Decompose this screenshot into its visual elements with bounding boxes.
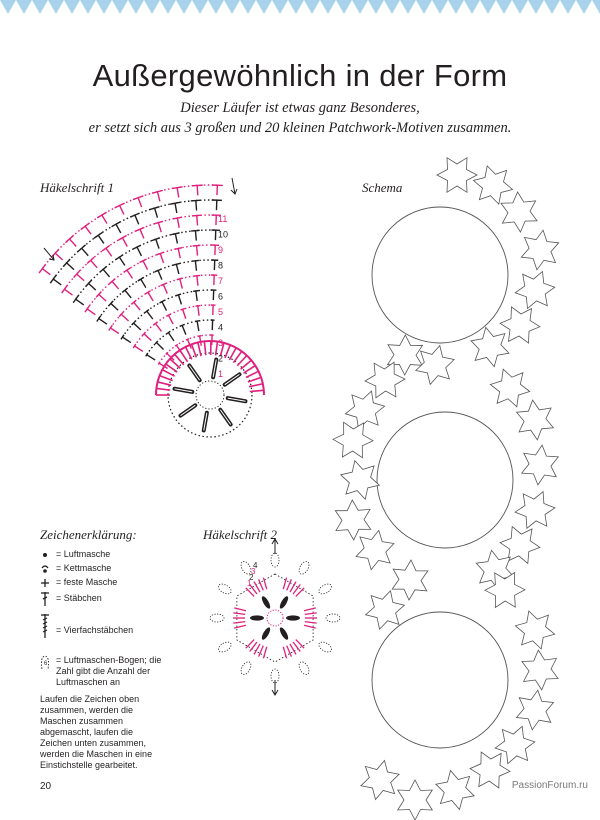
dot-icon <box>40 549 54 561</box>
row-number: 8 <box>218 261 223 271</box>
page-title: Außergewöhnlich in der Form <box>0 58 600 94</box>
small-motif <box>495 726 535 763</box>
small-motif <box>345 391 384 429</box>
row-number: 7 <box>218 276 223 286</box>
legend-item <box>40 591 210 613</box>
row-number: 2 <box>249 573 254 582</box>
legend-text: = Vierfachstäbchen <box>56 625 133 635</box>
legend-item <box>40 649 210 688</box>
chain-arc-icon <box>40 655 54 671</box>
small-motif <box>521 230 558 270</box>
legend-text: = Luftmaschen-Bogen; die Zahl gibt die Anzahl der Luftmaschen an <box>56 655 168 688</box>
small-motif <box>474 166 513 204</box>
small-motif <box>361 761 399 800</box>
page-subtitle-line1: Dieser Läufer ist etwas ganz Besonderes, <box>0 100 600 117</box>
slip-stitch-icon <box>40 563 54 575</box>
small-motif <box>437 158 477 193</box>
legend-text: = Stäbchen <box>56 593 102 603</box>
row-number: 10 <box>218 230 228 240</box>
small-motif <box>471 327 509 366</box>
large-motif <box>377 412 513 548</box>
small-motif <box>470 752 510 788</box>
row-number: 2 <box>218 354 223 364</box>
small-motif <box>398 780 433 820</box>
plus-icon <box>40 577 54 589</box>
row-number: 4 <box>253 561 258 570</box>
small-motif <box>436 771 474 810</box>
small-motif <box>522 650 558 690</box>
small-motif <box>490 369 529 407</box>
arrow-icon <box>44 248 54 260</box>
row-number: 5 <box>218 307 223 317</box>
symbol-legend <box>40 527 210 771</box>
small-motif <box>341 461 380 500</box>
watermark: PassionForum.ru <box>512 780 588 791</box>
crochet-chart-1 <box>30 180 350 460</box>
row-number: 1 <box>218 369 223 379</box>
row-number: 3 <box>218 338 223 348</box>
assembly-schema <box>335 140 565 820</box>
schema-label: Schema <box>362 180 402 196</box>
small-motif <box>515 272 555 309</box>
row-number: 3 <box>251 567 256 576</box>
small-motif <box>366 591 405 629</box>
small-motif <box>515 492 555 529</box>
small-motif <box>522 445 559 485</box>
legend-item <box>40 549 210 563</box>
small-motif <box>333 422 373 457</box>
legend-item <box>40 563 210 577</box>
small-motif <box>500 307 540 343</box>
small-motif <box>392 560 428 600</box>
large-motif <box>372 207 508 343</box>
page-subtitle-line2: er setzt sich aus 3 großen und 20 kleinen Patchwork-Motiven zusammen. <box>0 120 600 137</box>
row-number: 11 <box>218 214 227 224</box>
chart1-label: Häkelschrift 1 <box>40 180 114 196</box>
legend-item <box>40 613 210 649</box>
legend-item <box>40 577 210 591</box>
row-number: 9 <box>218 245 223 255</box>
small-motif <box>517 400 554 440</box>
small-motif <box>515 611 554 649</box>
page-number: 20 <box>40 781 51 792</box>
arrow-icon <box>231 178 237 194</box>
crochet-chart-2 <box>200 548 350 688</box>
small-motif <box>335 500 370 540</box>
legend-note: Laufen die Zeichen oben zusammen, werden die Maschen zusammen abgemascht, laufen die Zeichen unten zusammen, werden die Maschen in eine Einstichstelle gearbeitet. <box>40 694 160 771</box>
treble-icon <box>40 591 54 607</box>
legend-text: = feste Masche <box>56 577 117 587</box>
small-motif <box>356 530 394 569</box>
legend-text: = Kettmasche <box>56 563 111 573</box>
chart2-label: Häkelschrift 2 <box>203 527 277 543</box>
large-motif <box>372 612 508 748</box>
small-motif <box>501 192 537 232</box>
quad-treble-icon <box>40 613 54 639</box>
legend-heading: Zeichenerklärung: <box>40 527 210 543</box>
small-motif <box>416 346 454 385</box>
row-number: 4 <box>218 323 223 333</box>
legend-text: = Luftmasche <box>56 549 110 559</box>
small-motif <box>517 690 554 730</box>
row-number: 6 <box>218 292 223 302</box>
svg-text:6: 6 <box>44 661 48 667</box>
top-decorative-band <box>0 0 600 22</box>
row-number: 1 <box>247 579 252 588</box>
